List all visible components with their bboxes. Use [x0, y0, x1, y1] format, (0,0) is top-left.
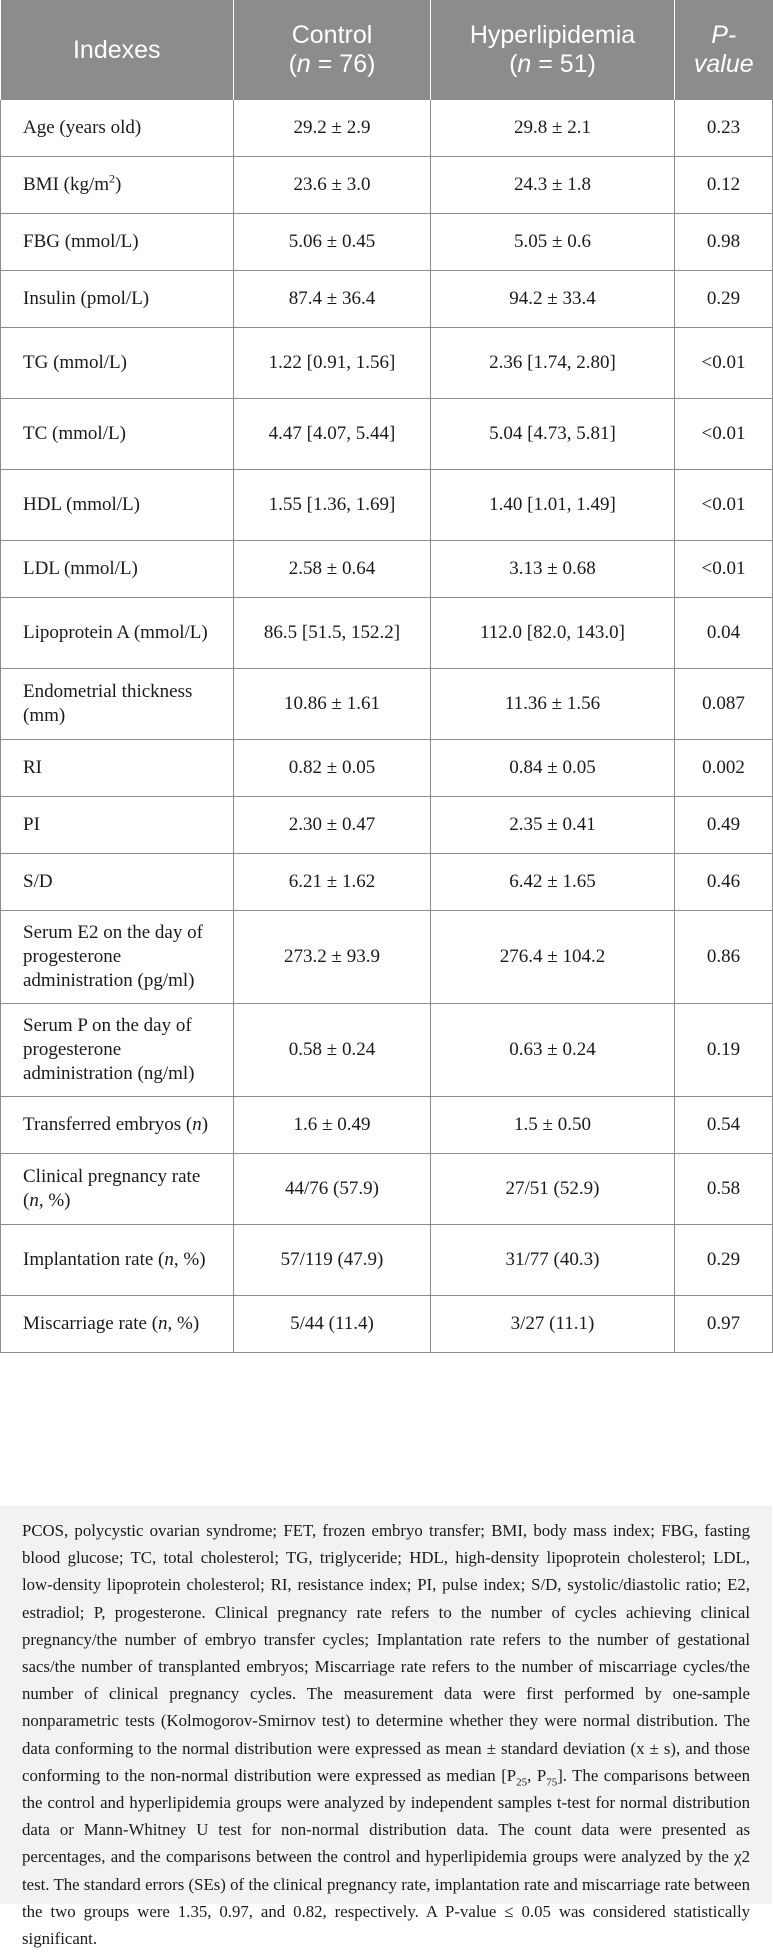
table-row: [1, 1296, 773, 1353]
p-value: 0.98: [675, 214, 773, 271]
hyperlipidemia-value: 11.36 ± 1.56: [431, 669, 675, 740]
p-value: 0.087: [675, 669, 773, 740]
p-value: 0.97: [675, 1296, 773, 1353]
row-label: TC (mmol/L): [1, 399, 234, 470]
row-label: RI: [1, 740, 234, 797]
row-label: Transferred embryos (n): [1, 1097, 234, 1154]
row-label: Lipoprotein A (mmol/L): [1, 598, 234, 669]
hyperlipidemia-value: 5.05 ± 0.6: [431, 214, 675, 271]
p-value: 0.29: [675, 1225, 773, 1296]
table-row: [1, 399, 773, 470]
hyperlipidemia-value: 27/51 (52.9): [431, 1154, 675, 1225]
control-value: 44/76 (57.9): [234, 1154, 431, 1225]
table-row: [1, 541, 773, 598]
hyperlipidemia-value: 3/27 (11.1): [431, 1296, 675, 1353]
control-value: 1.6 ± 0.49: [234, 1097, 431, 1154]
control-value: 6.21 ± 1.62: [234, 854, 431, 911]
row-label: Serum P on the day of progesterone administration (ng/ml): [1, 1004, 234, 1097]
control-value: 5.06 ± 0.45: [234, 214, 431, 271]
hyperlipidemia-value: 0.63 ± 0.24: [431, 1004, 675, 1097]
table-row: [1, 598, 773, 669]
control-value: 29.2 ± 2.9: [234, 100, 431, 157]
row-label: Implantation rate (n, %): [1, 1225, 234, 1296]
hyperlipidemia-value: 31/77 (40.3): [431, 1225, 675, 1296]
table-row: [1, 328, 773, 399]
row-label: Clinical pregnancy rate (n, %): [1, 1154, 234, 1225]
p-value: 0.04: [675, 598, 773, 669]
table-row: [1, 911, 773, 1004]
table-row: [1, 1154, 773, 1225]
table-footnote: [0, 1506, 772, 1949]
table-row: [1, 470, 773, 541]
footnote-text-2: ]. The comparisons between the control and hyperlipidemia groups were analyzed by independent samples t-test for normal distribution data or Mann-Whitney U test for non-normal distribution data. The count data were presented as percentages, and the comparisons between the control and hyperlipidemia groups were analyzed by the χ2 test. The standard errors (SEs) of the clinical pregnancy rate, implantation rate and miscarriage rate between the two groups were 1.35, 0.97, and 0.82, respectively. A P-value ≤ 0.05 was considered statistically significant.: [22, 1765, 751, 1949]
hyperlipidemia-value: 5.04 [4.73, 5.81]: [431, 399, 675, 470]
control-value: 1.22 [0.91, 1.56]: [234, 328, 431, 399]
row-label: FBG (mmol/L): [1, 214, 234, 271]
hyperlipidemia-value: 94.2 ± 33.4: [431, 271, 675, 328]
hyperlipidemia-value: 1.40 [1.01, 1.49]: [431, 470, 675, 541]
hyperlipidemia-value: 2.35 ± 0.41: [431, 797, 675, 854]
table-row: [1, 669, 773, 740]
p-value: 0.12: [675, 157, 773, 214]
control-value: 1.55 [1.36, 1.69]: [234, 470, 431, 541]
control-value: 23.6 ± 3.0: [234, 157, 431, 214]
p-value: 0.54: [675, 1097, 773, 1154]
table-row: [1, 214, 773, 271]
control-value: 5/44 (11.4): [234, 1296, 431, 1353]
header-hyperlipidemia: Hyperlipidemia (n = 51): [431, 0, 675, 100]
row-label: Miscarriage rate (n, %): [1, 1296, 234, 1353]
table-row: [1, 1004, 773, 1097]
p-value: <0.01: [675, 470, 773, 541]
row-label: Serum E2 on the day of progesterone administration (pg/ml): [1, 911, 234, 1004]
hyperlipidemia-value: 1.5 ± 0.50: [431, 1097, 675, 1154]
table-header-row: [1, 0, 773, 100]
row-label: S/D: [1, 854, 234, 911]
control-value: 2.30 ± 0.47: [234, 797, 431, 854]
header-indexes: Indexes: [1, 0, 234, 100]
p-value: 0.19: [675, 1004, 773, 1097]
hyperlipidemia-value: 6.42 ± 1.65: [431, 854, 675, 911]
p-value: 0.46: [675, 854, 773, 911]
p-value: <0.01: [675, 328, 773, 399]
row-label: PI: [1, 797, 234, 854]
row-label: TG (mmol/L): [1, 328, 234, 399]
p-value: 0.86: [675, 911, 773, 1004]
p-value: 0.002: [675, 740, 773, 797]
header-control: Control (n = 76): [234, 0, 431, 100]
control-value: 10.86 ± 1.61: [234, 669, 431, 740]
row-label: BMI $(kg/m^2)$: [1, 157, 234, 214]
table-row: [1, 854, 773, 911]
footnote-text-1: PCOS, polycystic ovarian syndrome; FET, frozen embryo transfer; BMI, body mass index; FBG, fasting blood glucose; TC, total cholesterol; TG, triglyceride; HDL, high-density lipoprotein cholesterol; LDL, low-density lipoprotein cholesterol; RI, resistance index; PI, pulse index; S/D, systolic/diastolic ratio; E2, estradiol; P, progesterone. Clinical pregnancy rate refers to the number of cycles achieving clinical pregnancy/the number of embryo transfer cycles; Implantation rate refers to the number of gestational sacs/the number of transplanted embryos; Miscarriage rate refers to the number of miscarriage cycles/the number of clinical pregnancy cycles. The measurement data were first performed by one-sample nonparametric tests (Kolmogorov-Smirnov test) to determine whether they were normal distribution. The data conforming to the normal distribution were expressed as mean ± standard deviation (x ± s), and those conforming to the non-normal distribution were expressed as median [P: [22, 1521, 750, 1785]
p-value: <0.01: [675, 541, 773, 598]
control-value: 87.4 ± 36.4: [234, 271, 431, 328]
hyperlipidemia-value: 2.36 [1.74, 2.80]: [431, 328, 675, 399]
table-row: [1, 1225, 773, 1296]
table-row: [1, 157, 773, 214]
control-value: 4.47 [4.07, 5.44]: [234, 399, 431, 470]
control-value: 2.58 ± 0.64: [234, 541, 431, 598]
hyperlipidemia-value: 29.8 ± 2.1: [431, 100, 675, 157]
hyperlipidemia-value: 24.3 ± 1.8: [431, 157, 675, 214]
p-value: 0.49: [675, 797, 773, 854]
p-value: 0.29: [675, 271, 773, 328]
p-value: <0.01: [675, 399, 773, 470]
row-label: Age (years old): [1, 100, 234, 157]
footnote-subscript-25: 25: [516, 1776, 528, 1789]
row-label: Insulin (pmol/L): [1, 271, 234, 328]
table-row: [1, 1097, 773, 1154]
table-row: [1, 271, 773, 328]
table-row: [1, 740, 773, 797]
hyperlipidemia-value: 112.0 [82.0, 143.0]: [431, 598, 675, 669]
control-value: 273.2 ± 93.9: [234, 911, 431, 1004]
control-value: 0.82 ± 0.05: [234, 740, 431, 797]
control-value: 86.5 [51.5, 152.2]: [234, 598, 431, 669]
row-label: LDL (mmol/L): [1, 541, 234, 598]
p-value: 0.23: [675, 100, 773, 157]
footnote-separator: , P: [527, 1765, 547, 1785]
table-row: [1, 100, 773, 157]
table-row: [1, 797, 773, 854]
header-p-value: P- value: [675, 0, 773, 100]
hyperlipidemia-value: 276.4 ± 104.2: [431, 911, 675, 1004]
row-label: HDL (mmol/L): [1, 470, 234, 541]
footnote-subscript-75: 75: [546, 1776, 558, 1789]
p-value: 0.58: [675, 1154, 773, 1225]
control-value: 57/119 (47.9): [234, 1225, 431, 1296]
hyperlipidemia-value: 3.13 ± 0.68: [431, 541, 675, 598]
row-label: Endometrial thickness (mm): [1, 669, 234, 740]
control-value: 0.58 ± 0.24: [234, 1004, 431, 1097]
hyperlipidemia-value: 0.84 ± 0.05: [431, 740, 675, 797]
